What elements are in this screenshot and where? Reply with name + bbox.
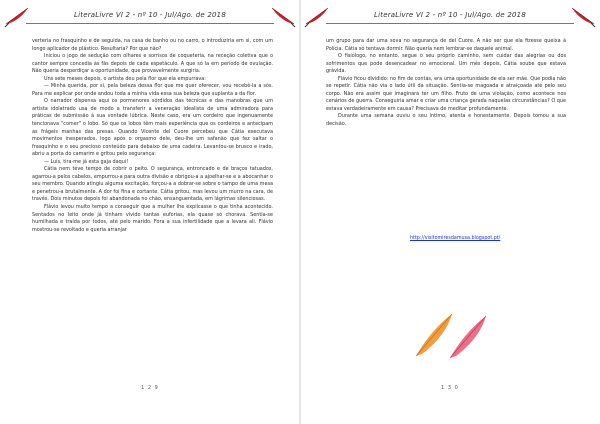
feathers-decoration — [410, 308, 490, 360]
paragraph: um grupo para dar uma sova no segurança de del Cuore. A não ser que ela fizesse queixa à Polícia. Cátia só tentava dormir. Não queria nem lembrar-se daquele animal. — [326, 38, 566, 52]
paragraph: Durante uma semana ouviu o seu íntimo, atenta e honestamente. Depois tomou a sua decisão. — [326, 113, 566, 128]
paragraph: verteria no frasquinho e de seguida, na casa de banho ou no carro, o introduziria em si, com um longo aplicador de plástico. Resultaria? Por que não? — [32, 38, 273, 52]
orange-feather — [416, 314, 452, 356]
pink-feather — [450, 316, 486, 358]
quill-pen-icon — [270, 6, 296, 28]
paragraph: O narrador dispensa aqui os pormenores sórdidos das técnicas e das manobras que um artista idolatrado usa de modo a transferir a veneração idealista de uma admiradora para práticas de submissão à sua vontade lúbrica. Neste caso, era um cordeiro que ingenuamente tencionava "comer" o lobo. Só que os lobos têm mais experiência que os cordeiros e antecipam as frágeis manhas das presas. Quando Vicente del Cuore percebeu que Cátia executava movimentos inesperados, logo após o orgasmo dele, deu-lhe um safanão que fez saltar o frasquinho e o seu precioso conteúdo para debaixo de uma cadeira. Levantou-se brusco e irado, abriu a porta do camarim e gritou pelo segurança: — [32, 98, 273, 158]
header-title: LiteraLivre VI 2 - nº 10 - Jul/Ago. de 2018 — [74, 11, 226, 19]
paragraph: — Minha querida, por si, pela beleza dessa flor que me quer oferecer, vou recebê-la a sós. Para me explicar por onde andou toda a minha vida essa sua beleza que suplanta a da flor. — [32, 83, 273, 97]
right-page — [300, 0, 600, 424]
paragraph: Iniciou o jogo de sedução com olhares e sorrisos de coqueteria, na receção coletiva que o cantor sempre concedia às fãs depois de cada espetáculo. A que só la em período de ovulação. Não queria desperdiçar a oportunidade, que provavelmente surgiria. — [32, 53, 273, 75]
right-body-text — [326, 38, 566, 129]
paragraph: Cátia nem teve tempo de cobrir o peito. O segurança, entroncado e de braços tatuados, agarrou-a pelos cabelos, empurrou-a para outra divisão e obrigou-a a ajoelhar-se e a abocanhar o seu membro. Quando atingiu alguma excitação, forçou-a a dobrar-se sobre o tampo de uma mesa e penetrou-a brutalmente. A dor foi fina e cortante. Cátia gritou, mas levou um murro na cara, de través. Dois minutos depois foi abandonada no chão, ensanguentada, em lágrimas silenciosas. — [32, 166, 273, 203]
paragraph: Flávio levou muito tempo a conseguir que a mulher lhe explicasse o que tinha acontecido. Sentados no leito onde já tinham vivido tantas euforias, ela quase só chorava. Sentia-se humilhada e traída por todos, até pelo marido. Fora a sua infertilidade que a levara ali. Flávio mostrou-se revoltado e queria arranjar — [32, 204, 273, 233]
header-rule — [26, 23, 274, 24]
page-number: 1 3 0 — [441, 385, 459, 391]
left-body-text — [32, 38, 273, 234]
quill-pen-icon — [570, 6, 596, 28]
header-title: LiteraLivre VI 2 - nº 10 - Jul/Ago. de 2018 — [374, 11, 526, 19]
paragraph: — Luís, tira-me já esta gaja daqui! — [44, 158, 129, 165]
paragraph: Flávio ficou dividido: no fim de contas, era uma oportunidade de ela ser mãe. Que podia não se repetir. Cátia não via o lado útil da situação. Sentia-se magoada e atraiçoada até pelo seu corpo. Não era assim que imaginara ter um filho. Fruto de uma violação, como acontece nos cenários de guerra. Conseguiria amar e criar uma criança gerada naquelas circunstâncias? O que estava verdadeiramente em causa? Precisava de meditar profundamente. — [326, 75, 566, 112]
blog-link[interactable]: http://visitomiresdamusa.blogspot.pt/ — [410, 236, 501, 241]
page-number: 1 2 9 — [141, 385, 159, 391]
header-rule — [326, 23, 574, 24]
left-header — [0, 6, 300, 24]
paragraph: Uns sete meses depois, o artista deu pela flor que ela empurrava: — [44, 75, 206, 82]
paragraph: O fisiólogo, no entanto, segue o seu próprio caminho, sem cuidar das alegrias ou dos sofrimentos que pode desencadear no emocional. Um mês depois, Cátia soube que estava grávida. — [326, 53, 566, 75]
right-header — [300, 6, 600, 24]
